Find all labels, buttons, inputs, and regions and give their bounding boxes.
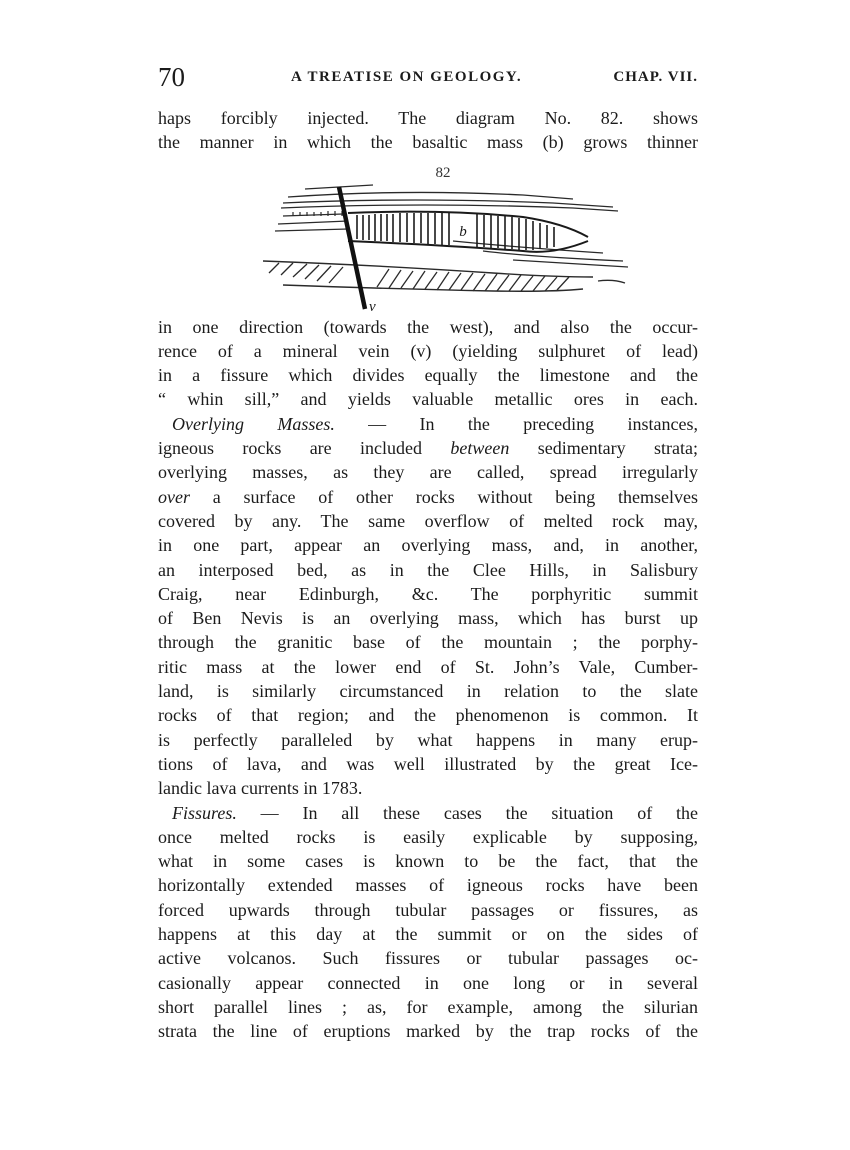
book-page (158, 60, 698, 1044)
overlying-masses-paragraph-start (158, 412, 698, 436)
text-line: strata the line of eruptions marked by the trap rocks of the (158, 1021, 698, 1042)
text-line: in one direction (towards the west), and also the occur- (158, 316, 698, 337)
text-line: of Ben Nevis is an overlying mass, which has burst up (158, 608, 698, 629)
text-line: covered by any. The same overflow of melted rock may, (158, 510, 698, 531)
upper-strata-lines (275, 185, 628, 267)
text-line (158, 436, 698, 460)
text-line: Craig, near Edinburgh, &c. The porphyritic summit (158, 583, 698, 604)
text-line (158, 485, 698, 509)
text-line: in one part, appear an overlying mass, and, in another, (158, 535, 698, 556)
figure-number: 82 (435, 164, 451, 181)
text-line: rocks of that region; and the phenomenon is common. It (158, 705, 698, 726)
strata-diagram-svg (253, 161, 633, 315)
text-line: casionally appear connected in one long or in several (158, 972, 698, 993)
text-line: what in some cases is known to be the fact, that the (158, 851, 698, 872)
text-line: “ whin sill,” and yields valuable metallic ores in each. (158, 389, 698, 410)
basalt-mass-boundaries (348, 211, 588, 251)
text-fragment: — In all these cases the situation of the (236, 802, 698, 823)
text-line: horizontally extended masses of igneous rocks have been (158, 875, 698, 896)
running-title: A TREATISE ON GEOLOGY. (291, 69, 523, 85)
text-line: is perfectly paralleled by what happens in many erup- (158, 729, 698, 750)
chapter-label: CHAP. VII. (613, 69, 698, 85)
text-fragment: sedimentary strata; (509, 438, 698, 459)
text-fragment: — In the preceding instances, (334, 413, 698, 434)
text-line: ritic mass at the lower end of St. John’s Vale, Cumber- (158, 656, 698, 677)
text-line: tions of lava, and was well illustrated by the great Ice- (158, 753, 698, 774)
page-number: 70 (158, 62, 185, 92)
section-heading-fissures: Fissures. (172, 802, 237, 823)
emphasis-over: over (158, 486, 190, 507)
text-line: overlying masses, as they are called, spread irregularly (158, 462, 698, 483)
fissures-paragraph-start (158, 801, 698, 825)
text-line: haps forcibly injected. The diagram No. 82. shows (158, 108, 698, 128)
basalt-hatching (357, 213, 554, 250)
emphasis-between: between (450, 438, 510, 459)
text-line: happens at this day at the summit or on the sides of (158, 924, 698, 945)
basalt-mass-label: b (459, 223, 467, 240)
text-line: active volcanos. Such fissures or tubular passages oc- (158, 948, 698, 969)
text-line: an interposed bed, as in the Clee Hills, in Salisbury (158, 559, 698, 580)
text-fragment: a surface of other rocks without being themselves (189, 486, 698, 507)
text-line: forced upwards through tubular passages or fissures, as (158, 899, 698, 920)
limestone-band (263, 261, 593, 291)
text-line: land, is similarly circumstanced in relation to the slate (158, 681, 698, 702)
text-line: once melted rocks is easily explicable by supposing, (158, 826, 698, 847)
limestone-hatching (269, 263, 569, 291)
figure-82-strata-diagram (158, 155, 698, 315)
text-line: landic lava currents in 1783. (158, 778, 363, 799)
text-line: through the granitic base of the mountain ; the porphy- (158, 632, 698, 653)
page-header (158, 60, 698, 96)
section-heading-overlying-masses: Overlying Masses. (172, 413, 335, 434)
text-line: short parallel lines ; as, for example, among the silurian (158, 996, 698, 1017)
text-line: in a fissure which divides equally the limestone and the (158, 365, 698, 386)
text-fragment: igneous rocks are included (158, 438, 451, 459)
text-line: rence of a mineral vein (v) (yielding sulphuret of lead) (158, 340, 698, 361)
mineral-vein-label: v (369, 298, 376, 315)
text-line: the manner in which the basaltic mass (b) grows thinner (158, 132, 698, 153)
east-strata-fragment (598, 280, 625, 283)
